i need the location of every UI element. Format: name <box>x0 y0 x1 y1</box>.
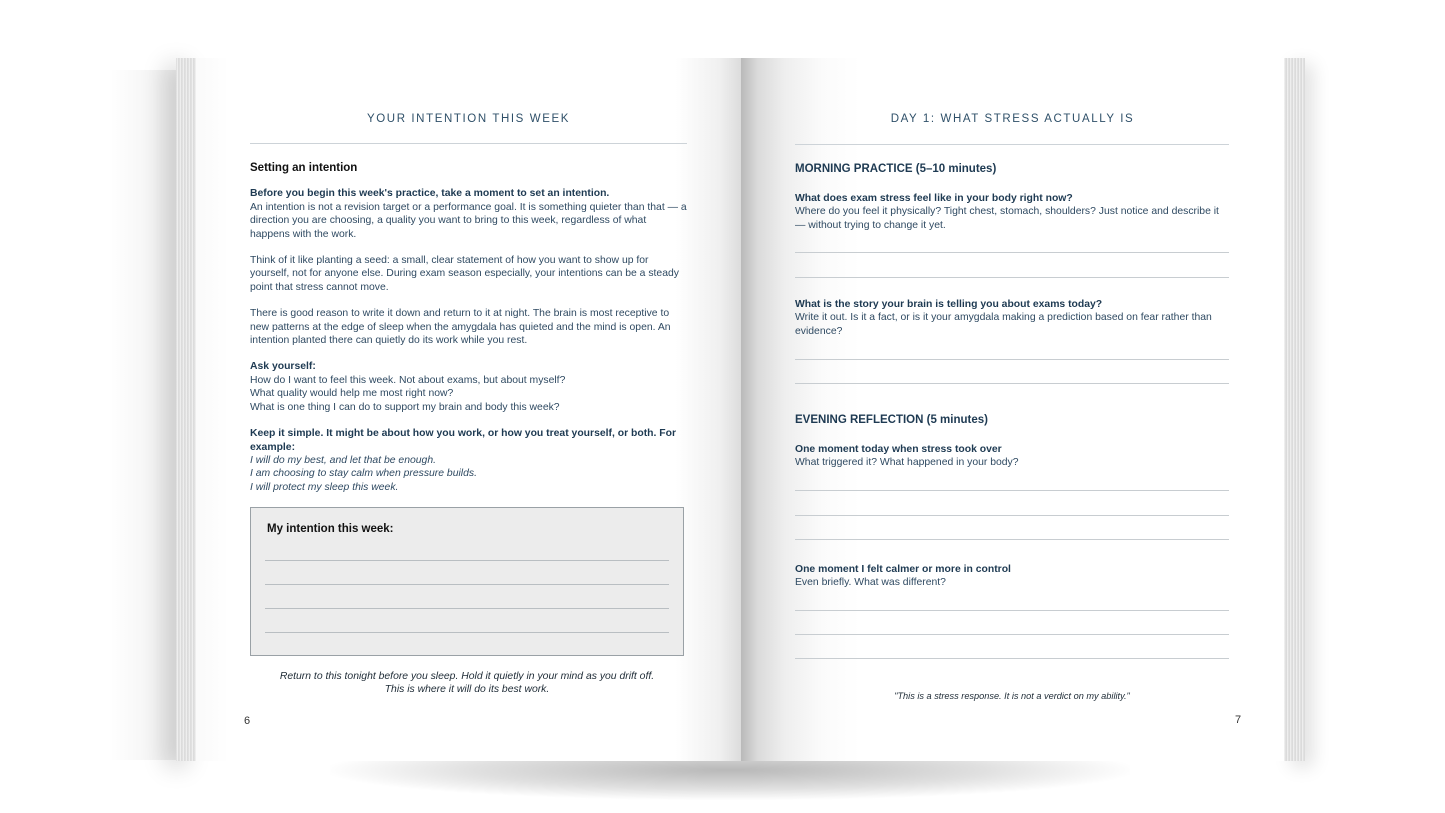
morning-heading: MORNING PRACTICE (5–10 minutes) <box>795 163 997 175</box>
example-item: I will protect my sleep this week. <box>250 481 399 493</box>
write-line[interactable] <box>795 490 1229 491</box>
evening-heading: EVENING REFLECTION (5 minutes) <box>795 414 988 426</box>
write-line[interactable] <box>265 632 669 633</box>
question-2 <box>795 298 1229 338</box>
write-line[interactable] <box>795 634 1229 635</box>
example-item: I am choosing to stay calm when pressure builds. <box>250 468 477 480</box>
question-body: Even briefly. What was different? <box>795 577 946 589</box>
closing-line: This is where it will do its best work. <box>384 684 550 696</box>
question-title: One moment I felt calmer or more in control <box>795 564 1011 575</box>
question-body: Where do you feel it physically? Tight chest, stomach, shoulders? Just notice and describe it — without trying to change it yet. <box>795 206 1219 231</box>
question-4 <box>795 563 1229 590</box>
paragraph-3: There is good reason to write it down and return to it at night. The brain is most receptive to new patterns at the edge of sleep when the amygdala has quieted and the mind is open. An intention planted there can quietly do its work while you rest. <box>250 308 671 347</box>
question-body: Write it out. Is it a fact, or is it your amygdala making a prediction based on fear rather than evidence? <box>795 312 1212 337</box>
right-page <box>741 58 1284 761</box>
left-header-rule <box>250 143 687 144</box>
example-item: I will do my best, and let that be enough. <box>250 454 436 466</box>
closing-note <box>250 670 684 697</box>
write-line[interactable] <box>795 539 1229 540</box>
closing-line: Return to this tonight before you sleep. Hold it quietly in your mind as you drift off. <box>279 671 655 682</box>
ask-item: What is one thing I can do to support my brain and body this week? <box>250 401 560 413</box>
left-body-text <box>250 162 688 494</box>
left-running-head: YOUR INTENTION THIS WEEK <box>366 113 571 125</box>
page-number-right: 7 <box>1235 714 1242 726</box>
question-body: What triggered it? What happened in your body? <box>795 457 1019 469</box>
write-line[interactable] <box>265 584 669 585</box>
ask-item: How do I want to feel this week. Not about exams, but about myself? <box>250 374 566 386</box>
right-header-rule <box>795 144 1229 145</box>
question-1 <box>795 192 1229 232</box>
left-page <box>196 58 741 761</box>
ask-heading: Ask yourself: <box>250 361 316 373</box>
right-running-head: DAY 1: WHAT STRESS ACTUALLY IS <box>890 113 1135 125</box>
write-line[interactable] <box>795 359 1229 360</box>
lead-bold-text: Before you begin this week's practice, take a moment to set an intention. <box>250 188 610 200</box>
write-line[interactable] <box>795 515 1229 516</box>
write-line[interactable] <box>265 608 669 609</box>
write-line[interactable] <box>795 383 1229 384</box>
keep-simple-text: Keep it simple. It might be about how you work, or how you treat yourself, or both. For example: <box>250 428 677 453</box>
page-number-left: 6 <box>244 715 251 727</box>
write-line[interactable] <box>795 277 1229 278</box>
intention-box-label: My intention this week: <box>267 523 394 535</box>
section-heading: Setting an intention <box>250 162 358 174</box>
write-line[interactable] <box>795 610 1229 611</box>
write-line[interactable] <box>795 658 1229 659</box>
left-page-edges <box>176 58 197 761</box>
question-title: What does exam stress feel like in your body right now? <box>795 193 1073 204</box>
paragraph-2: Think of it like planting a seed: a small, clear statement of how you want to show up for yourself, not for anyone else. During exam season especially, your intentions can be a steady point that stress cannot move. <box>250 255 679 293</box>
write-line[interactable] <box>265 560 669 561</box>
affirmation-quote: "This is a stress response. It is not a verdict on my ability." <box>894 691 1130 701</box>
write-line[interactable] <box>795 252 1229 253</box>
right-page-edges <box>1283 58 1305 761</box>
ask-item: What quality would help me most right now? <box>250 388 454 400</box>
question-title: One moment today when stress took over <box>795 444 1002 455</box>
question-3 <box>795 443 1229 470</box>
paragraph-1: An intention is not a revision target or a performance goal. It is something quieter than that — a direction you are choosing, a quality you want to bring to this week, regardless of what happens with the work. <box>250 201 687 240</box>
intention-box[interactable] <box>250 507 684 656</box>
question-title: What is the story your brain is telling you about exams today? <box>795 299 1103 310</box>
